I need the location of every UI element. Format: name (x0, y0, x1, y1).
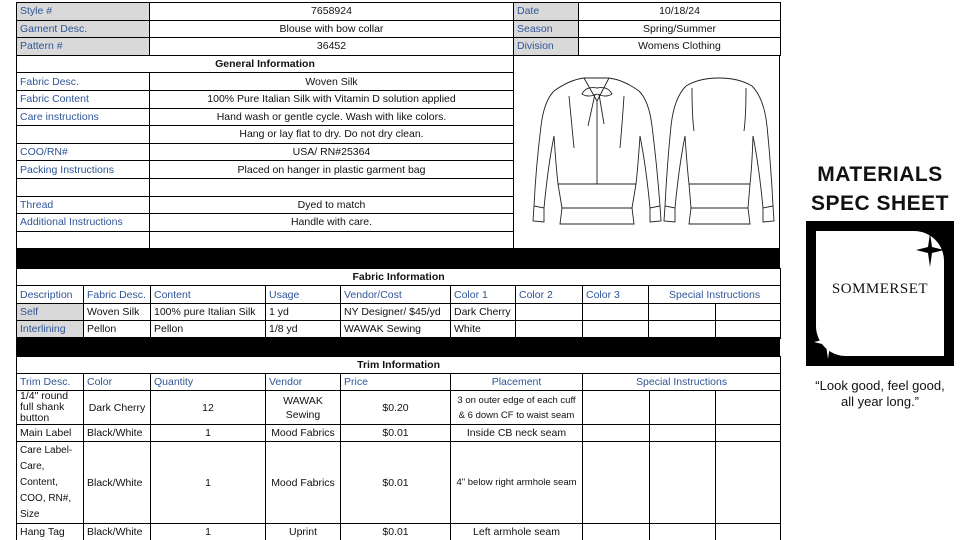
table-cell: Mood Fabrics (266, 442, 341, 524)
trim-header-row (17, 374, 781, 391)
table-cell: Black/White (84, 442, 151, 524)
table-cell: Interlining (17, 321, 84, 338)
table-cell: 1 (151, 425, 266, 442)
table-cell: 1/4" round full shank button (17, 391, 84, 425)
fabric-content-label: Fabric Content (17, 90, 150, 108)
table-cell (650, 425, 716, 442)
fabric-content-value: 100% Pure Italian Silk with Vitamin D solution applied (150, 90, 514, 108)
column-header: Special Instructions (583, 374, 781, 391)
table-cell: 1 (151, 442, 266, 524)
table-cell: 1/8 yd (266, 321, 341, 338)
column-header: Vendor (266, 374, 341, 391)
table-cell: Woven Silk (84, 303, 151, 320)
fabric-info-title: Fabric Information (17, 269, 781, 286)
trim-info-table (16, 356, 781, 540)
additional-label: Additional Instructions (17, 214, 150, 232)
table-cell: NY Designer/ $45/yd (341, 303, 451, 320)
general-info-title: General Information (17, 55, 514, 73)
table-cell: 1 (151, 524, 266, 540)
table-cell: Black/White (84, 425, 151, 442)
garment-flat-sketch (513, 55, 780, 249)
care-label: Care instructions (17, 108, 150, 126)
column-header: Usage (266, 286, 341, 303)
column-header: Vendor/Cost (341, 286, 451, 303)
sommerset-logo (806, 221, 954, 366)
table-cell: Mood Fabrics (266, 425, 341, 442)
column-header: Trim Desc. (17, 374, 84, 391)
table-row (17, 303, 781, 320)
table-cell: Care Label- Care, Content, COO, RN#, Size (17, 442, 84, 524)
column-header: Content (151, 286, 266, 303)
coo-label: COO/RN# (17, 143, 150, 161)
fabric-info-table (16, 268, 781, 339)
fabric-desc-value: Woven Silk (150, 73, 514, 91)
table-cell (583, 321, 649, 338)
date-value: 10/18/24 (579, 3, 781, 21)
table-cell: Self (17, 303, 84, 320)
column-header: Price (341, 374, 451, 391)
table-cell: Dark Cherry (451, 303, 516, 320)
column-header: Special Instructions (649, 286, 781, 303)
column-header: Quantity (151, 374, 266, 391)
column-header: Description (17, 286, 84, 303)
trim-info-title: Trim Information (17, 357, 781, 374)
table-cell (583, 391, 650, 425)
table-cell: 1 yd (266, 303, 341, 320)
table-cell: Inside CB neck seam (451, 425, 583, 442)
date-label: Date (514, 3, 579, 21)
table-cell (650, 524, 716, 540)
column-header: Color 3 (583, 286, 649, 303)
care-value-1: Hand wash or gentle cycle. Wash with like colors. (150, 108, 514, 126)
table-cell: 100% pure Italian Silk (151, 303, 266, 320)
table-cell (716, 321, 781, 338)
table-cell (716, 524, 781, 540)
division-value: Womens Clothing (579, 38, 781, 56)
column-header: Color (84, 374, 151, 391)
coo-value: USA/ RN#25364 (150, 143, 514, 161)
page-title-line2: SPEC SHEET (810, 192, 950, 215)
table-cell: Pellon (151, 321, 266, 338)
season-label: Season (514, 20, 579, 38)
table-cell (583, 442, 650, 524)
table-cell (650, 442, 716, 524)
sparkle-star-icon (814, 325, 842, 359)
table-cell (583, 425, 650, 442)
table-cell: Dark Cherry (84, 391, 151, 425)
column-header: Fabric Desc. (84, 286, 151, 303)
thread-label: Thread (17, 196, 150, 214)
page-title-line1: MATERIALS (817, 163, 943, 186)
table-cell (516, 321, 583, 338)
pattern-value: 36452 (150, 38, 514, 56)
thread-value: Dyed to match (150, 196, 514, 214)
table-cell (716, 303, 781, 320)
table-cell: Uprint (266, 524, 341, 540)
packing-label: Packing Instructions (17, 161, 150, 179)
table-cell (516, 303, 583, 320)
style-value: 7658924 (150, 3, 514, 21)
table-cell (716, 442, 781, 524)
logo-text: SOMMERSET (831, 281, 929, 297)
season-value: Spring/Summer (579, 20, 781, 38)
table-cell (649, 303, 716, 320)
garment-label: Gament Desc. (17, 20, 150, 38)
table-row (17, 391, 781, 425)
table-cell (583, 303, 649, 320)
table-cell (716, 391, 781, 425)
additional-value: Handle with care. (150, 214, 514, 232)
table-cell: White (451, 321, 516, 338)
fabric-header-row (17, 286, 781, 303)
table-row (17, 524, 781, 540)
division-label: Division (514, 38, 579, 56)
table-cell: WAWAK Sewing (341, 321, 451, 338)
table-cell: 12 (151, 391, 266, 425)
fabric-desc-label: Fabric Desc. (17, 73, 150, 91)
table-cell (716, 425, 781, 442)
pattern-label: Pattern # (17, 38, 150, 56)
garment-value: Blouse with bow collar (150, 20, 514, 38)
sparkle-star-icon (916, 233, 944, 267)
table-row (17, 442, 781, 524)
table-cell: Left armhole seam (451, 524, 583, 540)
table-cell: $0.01 (341, 442, 451, 524)
column-header: Placement (451, 374, 583, 391)
table-row (17, 425, 781, 442)
table-cell: Hang Tag (17, 524, 84, 540)
style-label: Style # (17, 3, 150, 21)
section-divider (16, 337, 780, 356)
column-header: Color 2 (516, 286, 583, 303)
table-cell: Pellon (84, 321, 151, 338)
packing-value: Placed on hanger in plastic garment bag (150, 161, 514, 179)
column-header: Color 1 (451, 286, 516, 303)
table-cell: WAWAK Sewing (266, 391, 341, 425)
table-cell: 3 on outer edge of each cuff & 6 down CF to waist seam (451, 391, 583, 425)
table-row (17, 321, 781, 338)
table-cell: Main Label (17, 425, 84, 442)
brand-quote: “Look good, feel good, all year long.” (815, 378, 945, 409)
care-value-2: Hang or lay flat to dry. Do not dry clean. (150, 126, 514, 144)
table-cell: $0.01 (341, 425, 451, 442)
table-cell (650, 391, 716, 425)
table-cell: Black/White (84, 524, 151, 540)
table-cell (583, 524, 650, 540)
brand-panel (796, 160, 960, 410)
table-cell (649, 321, 716, 338)
section-divider (16, 249, 780, 268)
table-cell: $0.20 (341, 391, 451, 425)
table-cell: $0.01 (341, 524, 451, 540)
spec-sheet (16, 2, 780, 540)
blouse-sketch-icon (514, 56, 781, 250)
table-cell: 4" below right armhole seam (451, 442, 583, 524)
